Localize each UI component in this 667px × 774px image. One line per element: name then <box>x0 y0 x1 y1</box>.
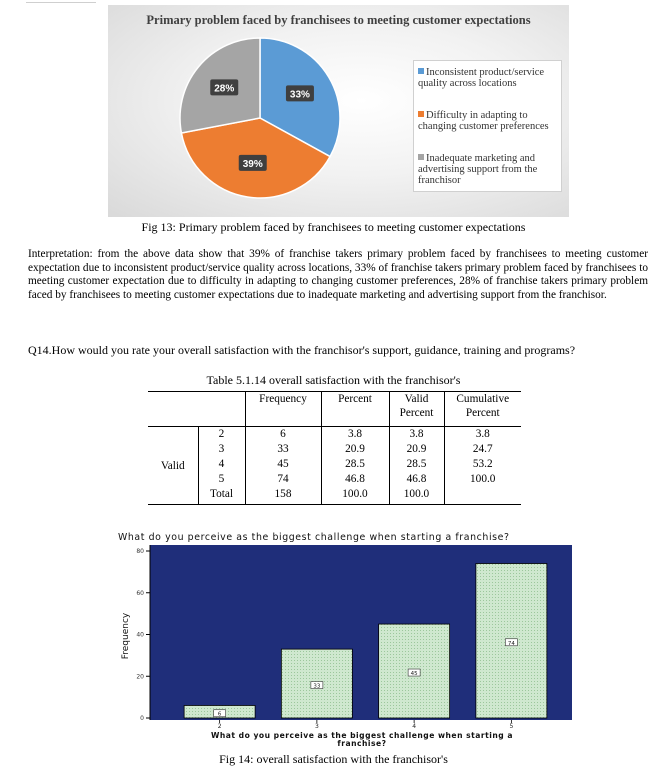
bar-value-label: 33 <box>313 683 321 690</box>
fig14-caption: Fig 14: overall satisfaction with the franchisor's <box>219 752 448 766</box>
total-valid: 100.0 <box>389 487 444 505</box>
pie-data-label-text: 33% <box>289 89 310 101</box>
cell-frequency: 74 <box>245 472 321 487</box>
cell-percent: 20.9 <box>321 442 389 457</box>
pie-data-label-text: 28% <box>214 83 235 95</box>
cell-valid: 46.8 <box>389 472 444 487</box>
legend-label: Inconsistent product/service quality across locations <box>418 67 545 89</box>
cell-valid: 28.5 <box>389 457 444 472</box>
cell-cumulative: 53.2 <box>444 457 521 472</box>
row-label: 3 <box>198 442 245 457</box>
header-percent: Percent <box>321 392 389 427</box>
cell-frequency: 33 <box>245 442 321 457</box>
y-tick-label: 60 <box>136 589 144 597</box>
cell-percent: 46.8 <box>321 472 389 487</box>
cell-frequency: 6 <box>245 427 321 443</box>
row-label: 4 <box>198 457 245 472</box>
header-cum-line2: Percent <box>465 407 500 419</box>
header-valid-line2: Percent <box>399 407 434 419</box>
x-tick-label: 2 <box>217 723 222 730</box>
bar-chart-title: What do you perceive as the biggest challenge when starting a franchise? <box>118 532 510 543</box>
question-q14: Q14.How would you rate your overall satisfaction with the franchisor's support, guidance, training and programs? <box>28 343 576 357</box>
pie-data-label-text: 39% <box>242 158 263 170</box>
cell-percent: 28.5 <box>321 457 389 472</box>
header-cum-line1: Cumulative <box>456 393 510 405</box>
cell-cumulative: 3.8 <box>444 427 521 443</box>
cell-frequency: 45 <box>245 457 321 472</box>
y-tick-label: 0 <box>140 715 144 722</box>
total-percent: 100.0 <box>321 487 389 505</box>
x-tick-label: 3 <box>314 723 319 730</box>
y-tick-label: 40 <box>136 631 144 639</box>
cell-cumulative: 24.7 <box>444 442 521 457</box>
cell-percent: 3.8 <box>321 427 389 443</box>
total-label: Total <box>198 487 245 505</box>
interpretation-paragraph: Interpretation: from the above data show that 39% of franchise takers primary problem faced by franchisees to meeting customer expectation due to inconsistent product/service quality across locations, 33% of franchise takers primary problem faced by franchisees to meeting customer expectation due to difficulty in adapting to changing customer preferences, 28% of franchise takers primary problem faced by franchisees to meeting customer expectations due to inadequate marketing and advertising support from the franchisor. <box>28 248 648 301</box>
row-label: 2 <box>198 427 245 443</box>
cell-valid: 3.8 <box>389 427 444 443</box>
cell-valid: 20.9 <box>389 442 444 457</box>
y-tick-label: 80 <box>136 548 144 555</box>
header-valid-line1: Valid <box>404 393 429 405</box>
bar-value-label: 45 <box>410 671 418 678</box>
x-tick-label: 5 <box>509 723 514 730</box>
valid-group-label: Valid <box>148 427 198 505</box>
y-axis-label: Frequency <box>121 612 131 660</box>
legend-label: Inadequate marketing and advertising support from the franchisor <box>418 153 538 186</box>
x-tick-label: 4 <box>412 723 417 730</box>
row-label: 5 <box>198 472 245 487</box>
header-frequency: Frequency <box>245 392 321 427</box>
x-axis-label-line1: What do you perceive as the biggest challenge when starting a <box>210 731 514 740</box>
table-title: Table 5.1.14 overall satisfaction with the franchisor's <box>206 373 461 387</box>
pie-chart-title: Primary problem faced by franchisees to meeting customer expectations <box>146 13 531 27</box>
total-frequency: 158 <box>245 487 321 505</box>
fig13-caption: Fig 13: Primary problem faced by franchisees to meeting customer expectations <box>141 220 526 234</box>
legend-label: Difficulty in adapting to changing customer preferences <box>418 110 549 132</box>
x-axis-label-line2: franchise? <box>337 739 387 748</box>
cell-cumulative: 100.0 <box>444 472 521 487</box>
y-tick-label: 20 <box>136 673 144 681</box>
bar-value-label: 74 <box>507 640 515 647</box>
bar-value-label: 6 <box>217 711 222 718</box>
